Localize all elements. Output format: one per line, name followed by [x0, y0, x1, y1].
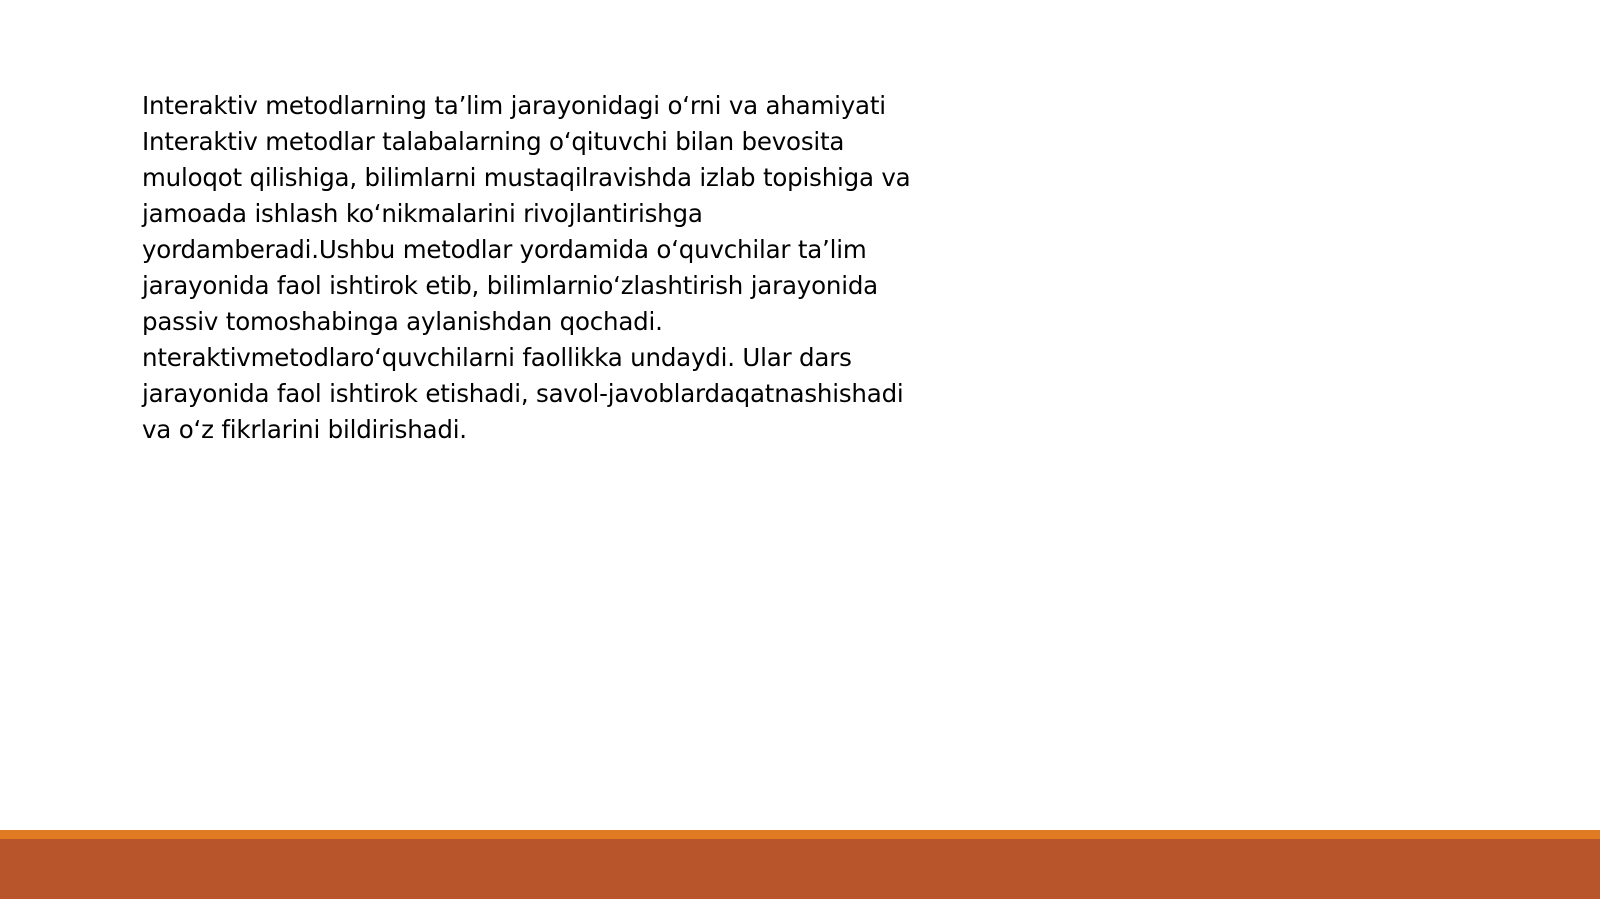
- text-line-9: jarayonida faol ishtirok etishadi, savol-javoblardaqatnashishadi: [142, 379, 904, 408]
- footer-band: [0, 830, 1600, 899]
- footer-accent-stripe: [0, 830, 1600, 839]
- text-line-7: passiv tomoshabinga aylanishdan qochadi.: [142, 307, 663, 336]
- text-line-5: yordamberadi.Ushbu metodlar yordamida o‘quvchilar ta’lim: [142, 235, 867, 264]
- text-line-3: muloqot qilishiga, bilimlarni mustaqilravishda izlab topishiga va: [142, 163, 911, 192]
- text-line-1: Interaktiv metodlarning ta’lim jarayonidagi o‘rni va ahamiyati: [142, 91, 886, 120]
- slide-body-text: [142, 88, 922, 448]
- text-line-8: nteraktivmetodlaro‘quvchilarni faollikka undaydi. Ular dars: [142, 343, 852, 372]
- footer-main-stripe: [0, 839, 1600, 899]
- text-line-10: va o‘z fikrlarini bildirishadi.: [142, 415, 467, 444]
- text-line-6: jarayonida faol ishtirok etib, bilimlarnio‘zlashtirish jarayonida: [142, 271, 878, 300]
- text-line-4: jamoada ishlash ko‘nikmalarini rivojlantirishga: [142, 199, 703, 228]
- text-line-2: Interaktiv metodlar talabalarning o‘qituvchi bilan bevosita: [142, 127, 845, 156]
